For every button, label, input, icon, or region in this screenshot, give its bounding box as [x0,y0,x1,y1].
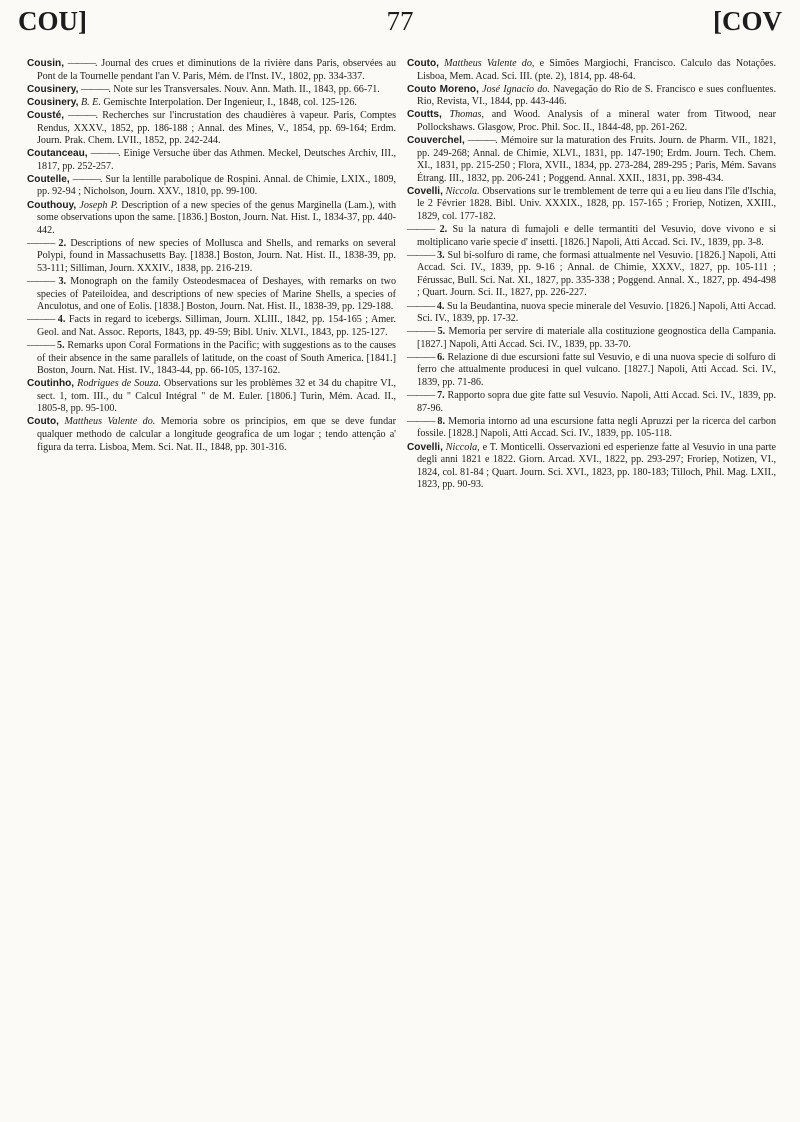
entry-text: . Note sur les Transversales. Nouv. Ann. Math. II., 1843, pp. 66-71. [108,83,380,95]
entry-text: . Recherches sur l'incrustation des chaudières à vapeur. Paris, Comptes Rendus, XXXV., 1852, pp. 186-188 ; Annal. des Mines, V., 1854, pp. 69-164; Erdm. Journ. Prak. Chem. LVII., 1852, pp. 242-244. [37,109,397,147]
repeat-author-dash: ——— [27,237,55,249]
entry-text: e Simões Margiochi, Francisco. Calculo das Notações. Lisboa, Mem. Acad. Sci. III. (pte. 2), 1814, pp. 48-64. [417,58,776,82]
repeat-author-dash: ——— [407,390,435,402]
bibliography-entry [407,416,776,441]
entry-text: Facts in regard to icebergs. Silliman, Journ. XLIII., 1842, pp. 154-165 ; Amer. Geol. and Nat. Assoc. Reports, 1843, pp. 49-59; Bibl. Univ. XLVI., 1843, pp. 125-127. [37,314,396,338]
entry-author: Covelli, [407,185,443,197]
entry-author: Couto, [27,416,59,428]
entry-number: 4. [57,314,66,326]
bibliography-entry [407,442,776,492]
entry-text: . Journal des crues et diminutions de la rivière dans Paris, observées au Pont de la Tournelle pendant l'an V. Paris, Mém. de l'Inst. IV., 1802, pp. 334-337. [37,58,396,82]
bibliography-entry [27,200,396,238]
repeat-author-dash: ——— [467,135,496,147]
repeat-author-dash: ——— [90,148,118,160]
entry-author: Couto Moreno, [407,83,479,95]
entry-text: Navegação do Rio de S. Francisco e sues confluentes. Rio, Revista, VI., 1844, pp. 443-446. [417,83,776,108]
entry-author: Couto, [407,58,439,69]
bibliography-entry [27,378,396,416]
bibliography-entry [27,276,396,314]
repeat-author-dash: ——— [27,276,55,288]
entry-author: Cousin, [27,58,65,69]
repeat-author-dash: ——— [407,300,435,312]
bibliography-entry [407,352,776,390]
entry-author: Cousté, [27,109,65,121]
bibliography-entry [407,301,776,326]
entry-number: 3. [58,276,67,288]
entry-text: Descriptions of new species of Mollusca and Shells, and remarks on several Polypi, found in Massachusetts Bay. [1838.] Boston, Journ. Nat. Hist. II., 1838-39, pp. 53-111; Silliman, Journ. XXXIV., 1838, pp. 216-219. [37,237,396,274]
entry-author-name: Niccola. [445,185,480,197]
page-header [18,6,782,46]
bibliography-entry [407,58,776,83]
entry-text: Sul bi-solfuro di rame, che formasi attualmente nel Vesuvio. [1826.] Napoli, Atti Accad. Sci. IV., 1839, pp. 9-16 ; Annal. de Chimie, XXXV., 1827, pp. 105-111 ; Férussac, Bull. Sci. Nat. XI., 1827, pp. 335-338 ; Poggend. Annal. X., 1827, pp. 494-498 ; Quart. Journ. Sci. II., 1827, pp. 226-227. [417,249,776,299]
bibliography-entry [27,110,396,148]
bibliography-entry [27,174,396,199]
entry-text: Rapporto sopra due gite fatte sul Vesuvio. Napoli, Atti Accad. Sci. IV., 1839, pp. 87-96. [417,390,776,414]
repeat-author-dash: ——— [407,326,435,338]
right-column [407,58,776,492]
repeat-author-dash: ——— [68,109,96,121]
entry-text: . Einige Versuche über das Athmen. Meckel, Deutsches Archiv, III., 1817, pp. 252-257. [37,148,396,172]
repeat-author-dash: ——— [407,224,435,236]
repeat-author-dash: ——— [80,83,109,95]
bibliography-entry [27,238,396,276]
entry-number: 4. [436,300,445,312]
entry-author-name: Niccola, [445,441,480,453]
entry-author-name: Mattheus Valente do. [64,416,156,428]
repeat-author-dash: ——— [27,339,55,351]
entry-author-name: B. E. [80,96,101,108]
entry-author: Couthouy, [27,199,77,211]
entry-text: Su la Beudantina, nuova specie minerale del Vesuvio. [1826.] Napoli, Atti Accad. Sci. IV., 1839, pp. 17-32. [417,300,777,325]
entry-author: Cousinery, [27,96,79,108]
bibliography-entry [27,84,396,97]
entry-number: 2. [439,224,448,236]
entry-author-name: Joseph P. [79,199,119,211]
entry-text: . Sur la lentille parabolique de Rospini. Annal. de Chimie, LXIX., 1809, pp. 92-94 ; Nicholson, Journ. XXV., 1810, pp. 99-100. [37,173,396,198]
repeat-author-dash: ——— [67,58,96,69]
entry-number: 7. [437,390,445,402]
bibliography-entry [27,148,396,173]
entry-author: Coutts, [407,109,442,121]
entry-author-name: Mattheus Valente do, [444,58,535,69]
entry-text: Remarks upon Coral Formations in the Pacific; with suggestions as to the causes of their absence in the same parallels of latitude, on the coast of South America. [1841.] Boston, Journ. Nat. Hist. IV., 1843-44, pp. 66-105, 137-162. [37,339,396,377]
entry-number: 2. [58,237,67,249]
entry-text: Gemischte Interpolation. Der Ingenieur, I., 1848, col. 125-126. [103,96,357,108]
entry-text: Su la natura di fumajoli e delle termantiti del Vesuvio, dove vivono e si moltiplicano varie specie d' insetti. [1826.] Napoli, Atti Accad. Sci. IV., 1839, pp. 3-8. [417,224,776,248]
entry-author: Coutelle, [27,173,70,185]
entry-author-name: José Ignacio do. [482,83,550,95]
entry-author: Couverchel, [407,135,465,147]
bibliography-entry [407,135,776,185]
entry-number: 6. [437,351,445,363]
entry-author-name: Thomas, [449,109,484,121]
entry-text: Description of a new species of the genus Marginella (Lam.), with some observations upon the same. [1836.] Boston, Journ. Nat. Hist. I., 1834-37, pp. 440-442. [37,199,397,236]
bibliography-entry [407,326,776,351]
entry-number: 8. [437,415,445,427]
entry-author: Cousinery, [27,83,79,95]
repeat-author-dash: ——— [407,249,435,261]
entry-text: Relazione di due escursioni fatte sul Vesuvio, e di una nuova specie di solfuro di ferro che attualmente producesi in quel vulcano. [1827.] Napoli, Atti Accad. Sci. IV., 1839, pp. 71-86. [417,351,776,389]
bibliography-entry [407,84,776,109]
entry-number: 5. [437,326,446,338]
bibliography-entry [407,224,776,249]
bibliography-entry [27,416,396,454]
entry-author: Coutinho, [27,378,75,390]
bibliography-entry [407,109,776,134]
bibliography-entry [407,250,776,300]
bibliography-entry [27,97,396,110]
repeat-author-dash: ——— [27,314,55,326]
header-right: [COV [713,6,782,36]
entry-text: Memoria intorno ad una escursione fatta negli Apruzzi per la ricerca del carbon fossile. [1828.] Napoli, Atti Accad. Sci. IV., 1839, pp. 105-118. [417,415,777,440]
entry-text: Memoria per servire di materiale alla costituzione geognostica della Campania. [1827.] Napoli, Atti Accad. Sci. IV., 1839, pp. 33-70. [417,326,776,350]
entry-author-name: Rodrigues de Souza. [77,378,161,390]
bibliography-entry [27,340,396,378]
entry-text: . Mémoire sur la maturation des Fruits. Journ. de Pharm. VII., 1821, pp. 249-268; Annal. de Chimie, XLVI., 1831, pp. 147-190; Erdm. Journ. Tech. Chem. XI., 1831, pp. 215-250 ; Flora, XVII., 1834, pp. 273-284, 289-295 ; Paris, Mém. Savans Étrang. III., 1832, pp. 206-241 ; Poggend. Annal. XXII., 1831, pp. 398-434. [417,135,777,184]
entry-number: 3. [437,249,445,261]
left-column [27,58,396,455]
bibliography-entry [27,58,396,83]
entry-text: Observations sur le tremblement de terre qui a eu lieu dans l'île d'Ischia, le 2 Février 1828. Bibl. Univ. XXXIX., 1828, pp. 157-165 ; Froriep, Notizen, XXIII., 1829, col. 177-182. [417,185,776,222]
bibliography-entry [407,186,776,224]
repeat-author-dash: ——— [72,173,100,185]
header-left: COU] [18,6,87,36]
entry-text: Memoria sobre os principios, em que se deve fundar qualquer methodo de calcular a longitude geografica de um logar ; tendo attenção a' figura da terra. Lisboa, Mem. Sci. Nat. II., 1848, pp. 301-316. [37,416,396,453]
entry-text: Observations sur les problèmes 32 et 34 du chapitre VI., sect. 1, tom. III., du " Calcul Intégral " de M. Euler. [1806.] Turin, Mém. Acad. II., 1805-8, pp. 95-100. [37,378,396,415]
entry-text: Monograph on the family Osteodesmacea of Deshayes, with remarks on two species of Pateiloidea, and descriptions of new species of Marine Shells, a species of Anculotus, and one of Eolis. [1838.] Boston, Journ. Nat. Hist. II., 1838-39, pp. 129-188. [37,276,396,313]
repeat-author-dash: ——— [407,415,435,427]
repeat-author-dash: ——— [407,351,435,363]
entry-author: Coutanceau, [27,148,88,160]
bibliography-entry [27,314,396,339]
entry-number: 5. [57,339,65,351]
entry-text: e T. Monticelli. Osservazioni ed esperienze fatte al Vesuvio in una parte degli anni 1821 e 1822. Giorn. Arcad. XVI., 1822, pp. 293-297; Froriep, Notizen, VI., 1824, col. 81-84 ; Quart. Journ. Sci. XVI., 1823, pp. 180-183; Tilloch, Phil. Mag. LXII., 1823, pp. 90-93. [417,441,776,491]
bibliography-entry [407,390,776,415]
entry-text: and Wood. Analysis of a mineral water from Titwood, near Pollockshaws. Glasgow, Proc. Phil. Soc. II., 1844-48, pp. 261-262. [417,109,776,133]
page-number: 77 [386,6,414,36]
entry-author: Covelli, [407,441,443,453]
